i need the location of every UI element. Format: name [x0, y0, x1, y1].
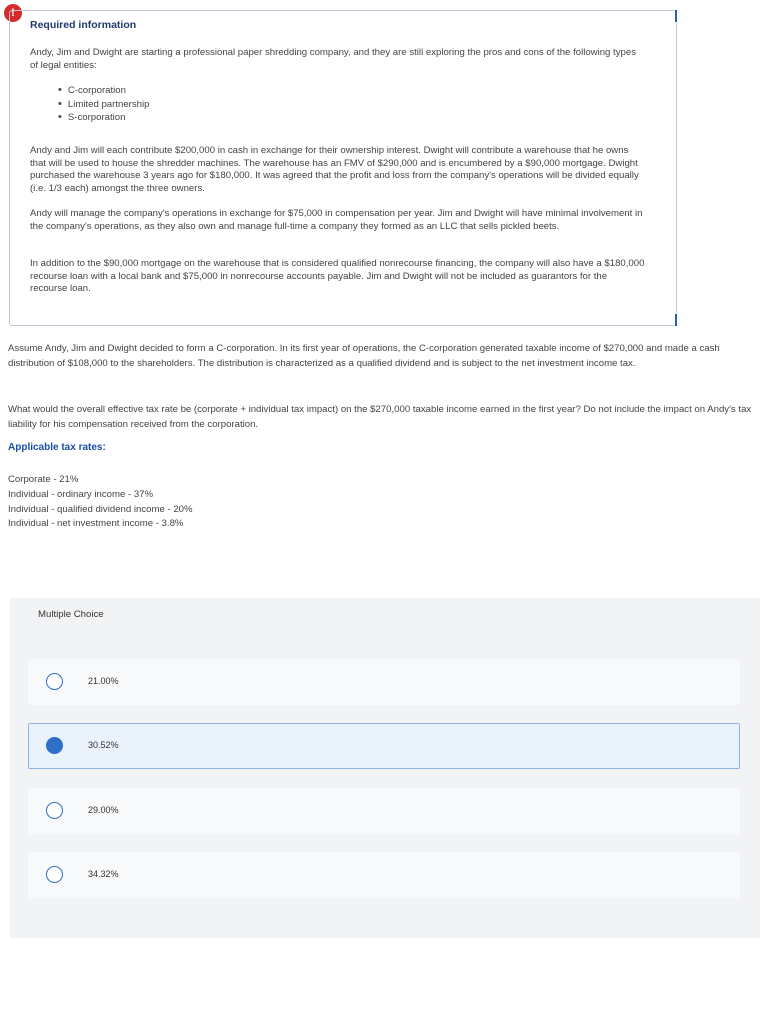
list-item: Individual - ordinary income - 37% — [8, 488, 154, 500]
list-item: Individual - net investment income - 3.8% — [8, 518, 184, 530]
choice-option-2[interactable] — [28, 723, 740, 769]
radio-unselected-icon[interactable] — [46, 802, 63, 819]
choice-option-4[interactable] — [28, 852, 740, 898]
alert-icon: ! — [4, 4, 22, 22]
choice-label: 21.00% — [88, 676, 119, 686]
question-prompt: What would the overall effective tax rate be (corporate + individual tax impact) on the $270,000 taxable income earned in the first year? Do not include the impact on Andy's tax liability for his compensation received from the corporation. — [8, 404, 752, 430]
applicable-tax-rates-heading: Applicable tax rates: — [8, 442, 106, 453]
multiple-choice-panel — [10, 598, 760, 938]
radio-unselected-icon[interactable] — [46, 866, 63, 883]
required-information-title: Required information — [30, 19, 137, 31]
scenario-text: Assume Andy, Jim and Dwight decided to form a C-corporation. In its first year of operations, the C-corporation generated taxable income of $270,000 and made a cash distribution of $108,000 to the shareholders. The distribution is characterized as a qualified dividend and is subject to the net investment income tax. — [8, 343, 720, 369]
multiple-choice-label: Multiple Choice — [38, 609, 104, 620]
choice-label: 34.32% — [88, 869, 119, 879]
list-item: Individual - qualified dividend income - 20% — [8, 503, 193, 515]
choice-label: 30.52% — [88, 740, 119, 750]
panel-accent-top — [675, 10, 677, 22]
entity-list — [58, 84, 149, 125]
financing-paragraph: In addition to the $90,000 mortgage on the warehouse that is considered qualified nonrecourse financing, the company will also have a $180,000 recourse loan with a local bank and $75,000 in nonrecourse accounts payable. Jim and Dwight will not be included as guarantors for the recourse loan. — [30, 258, 645, 295]
radio-selected-icon[interactable] — [46, 737, 63, 754]
list-item: • S-corporation — [58, 111, 149, 125]
list-item: • C-corporation — [58, 84, 149, 98]
management-paragraph: Andy will manage the company's operations in exchange for $75,000 in compensation per year. Jim and Dwight will have minimal involvement in the company's operations, as they also own and manage full-time a company they formed as an LLC that sells pickled beets. — [30, 208, 643, 232]
panel-accent-bottom — [675, 314, 677, 326]
choice-label: 29.00% — [88, 805, 119, 815]
list-item: Corporate - 21% — [8, 474, 79, 485]
tax-rates-list — [8, 473, 193, 532]
list-item: • Limited partnership — [58, 98, 149, 112]
radio-unselected-icon[interactable] — [46, 673, 63, 690]
contribution-paragraph: Andy and Jim will each contribute $200,000 in cash in exchange for their ownership interest. Dwight will contribute a warehouse that he owns that will be used to house the shredder machines. The warehouse has an FMV of $290,000 and is encumbered by a $90,000 mortgage. Dwight purchased the warehouse 3 years ago for $180,000. It was agreed that the profit and loss from the company's operations will be divided equally (i.e. 1/3 each) amongst the three owners. — [30, 145, 639, 194]
choice-option-3[interactable] — [28, 788, 740, 834]
intro-text: Andy, Jim and Dwight are starting a professional paper shredding company, and they are still exploring the pros and cons of the following types of legal entities: — [30, 47, 636, 71]
choice-option-1[interactable] — [28, 659, 740, 705]
